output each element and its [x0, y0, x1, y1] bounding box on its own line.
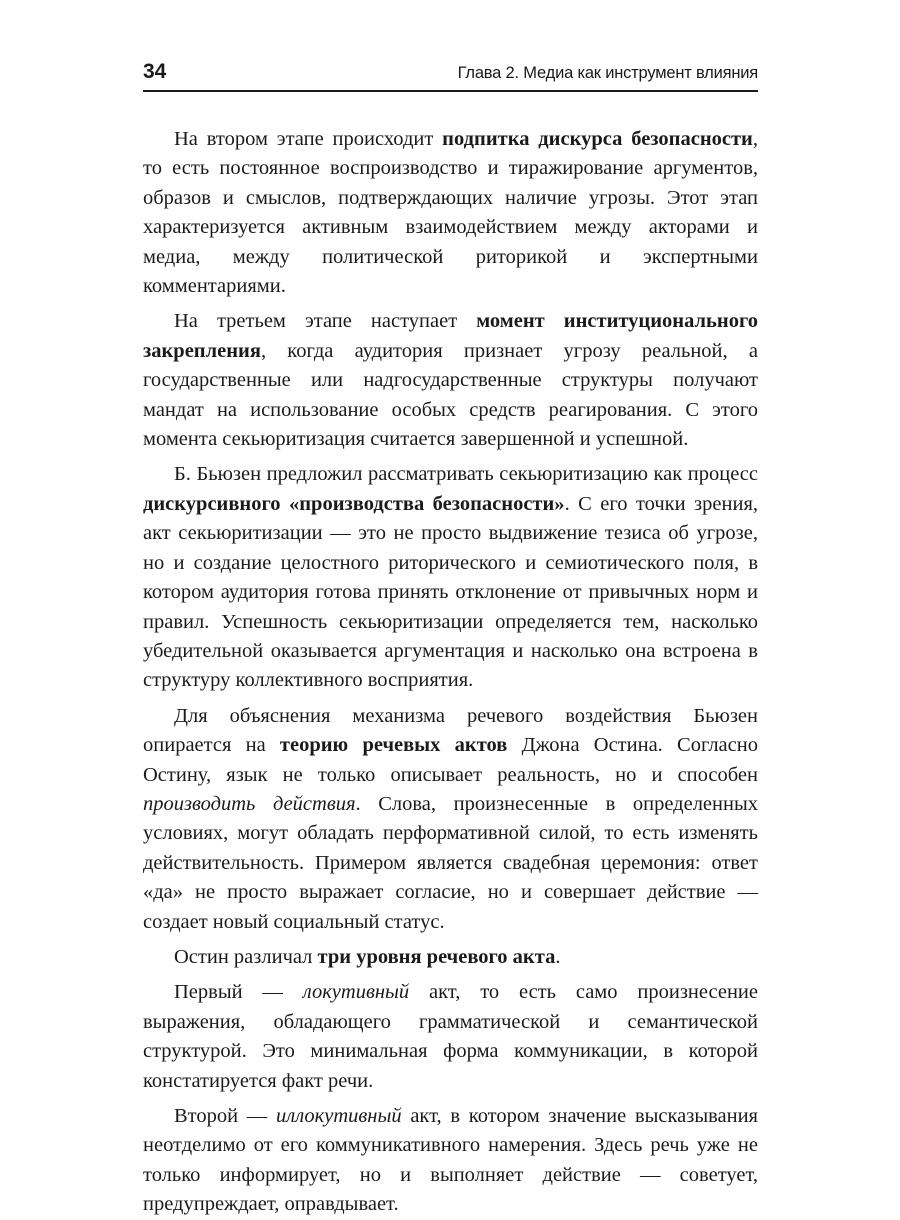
paragraph-5 [143, 943, 758, 972]
bold-term: момент институционального закрепления [143, 310, 758, 362]
text-span: Остин различал [174, 945, 318, 968]
paragraph-1 [143, 125, 758, 301]
text-span: Второй — [174, 1105, 277, 1127]
italic-term: производить действия [143, 792, 356, 815]
paragraph-7 [143, 1102, 758, 1220]
text-span: На третьем этапе наступает [174, 310, 477, 333]
bold-term: дискурсивного «производства безопасности» [143, 492, 565, 515]
text-span: Первый — [174, 981, 303, 1004]
bold-term: теорию речевых актов [279, 734, 508, 757]
text-span: акт, в котором значение высказывания неотделимо от его коммуникативного намерения. Здесь речь уже не только информирует, но и выполняет действие — советует, предупреждает, оправдывает. [143, 1105, 758, 1216]
italic-term: локутивный [302, 981, 410, 1004]
text-span: , когда аудитория признает угрозу реальной, а государственные или надгосударственные структуры получают мандат на использование особых средств реагирования. С этого момента секьюритизация считается завершенной и успешной. [143, 339, 758, 451]
body-text [143, 125, 758, 1220]
paragraph-6 [143, 978, 758, 1096]
paragraph-4 [143, 702, 758, 937]
text-span: На втором этапе происходит [174, 128, 443, 150]
chapter-title: Глава 2. Медиа как инструмент влияния [457, 64, 758, 82]
text-span: Б. Бьюзен предложил рассматривать секьюритизацию как процесс [174, 463, 758, 486]
italic-term: иллокутивный [276, 1105, 402, 1127]
text-span: . [555, 945, 561, 968]
text-span: акт, то есть само произнесение выражения, обладающего грамматической и семантической структурой. Это минимальная форма коммуникации, в которой констатируется факт речи. [143, 981, 758, 1092]
text-span: , то есть постоянное воспроизводство и тиражирование аргументов, образов и смыслов, подтверждающих наличие угрозы. Этот этап характеризуется активным взаимодействием между акторами и медиа, между политической риторикой и экспертными комментариями. [143, 128, 758, 298]
page-number: 34 [143, 60, 167, 83]
paragraph-3 [143, 460, 758, 695]
text-span: . Слова, произнесенные в определенных условиях, могут обладать перформативной силой, то есть изменять действительность. Примером является свадебная церемония: ответ «да» не просто выражает согласие, но и совершает действие — создает новый социальный статус. [143, 792, 758, 933]
paragraph-2 [143, 307, 758, 454]
bold-term: подпитка дискурса безопасности [442, 128, 753, 150]
running-header [143, 58, 758, 92]
text-span: Для объяснения механизма речевого воздействия Бьюзен опирается на [143, 704, 758, 757]
text-span: . С его точки зрения, акт секьюритизации — это не просто выдвижение тезиса об угрозе, но и создание целостного риторического и семиотического поля, в котором аудитория готова принять отклонение от привычных норм и правил. Успешность секьюритизации определяется тем, насколько убедительной оказывается аргументация и насколько она встроена в структуру коллективного восприятия. [143, 492, 759, 692]
text-span: Джона Остина. Согласно Остину, язык не только описывает реальность, но и способен [143, 734, 758, 786]
bold-term: три уровня речевого акта [317, 945, 556, 968]
